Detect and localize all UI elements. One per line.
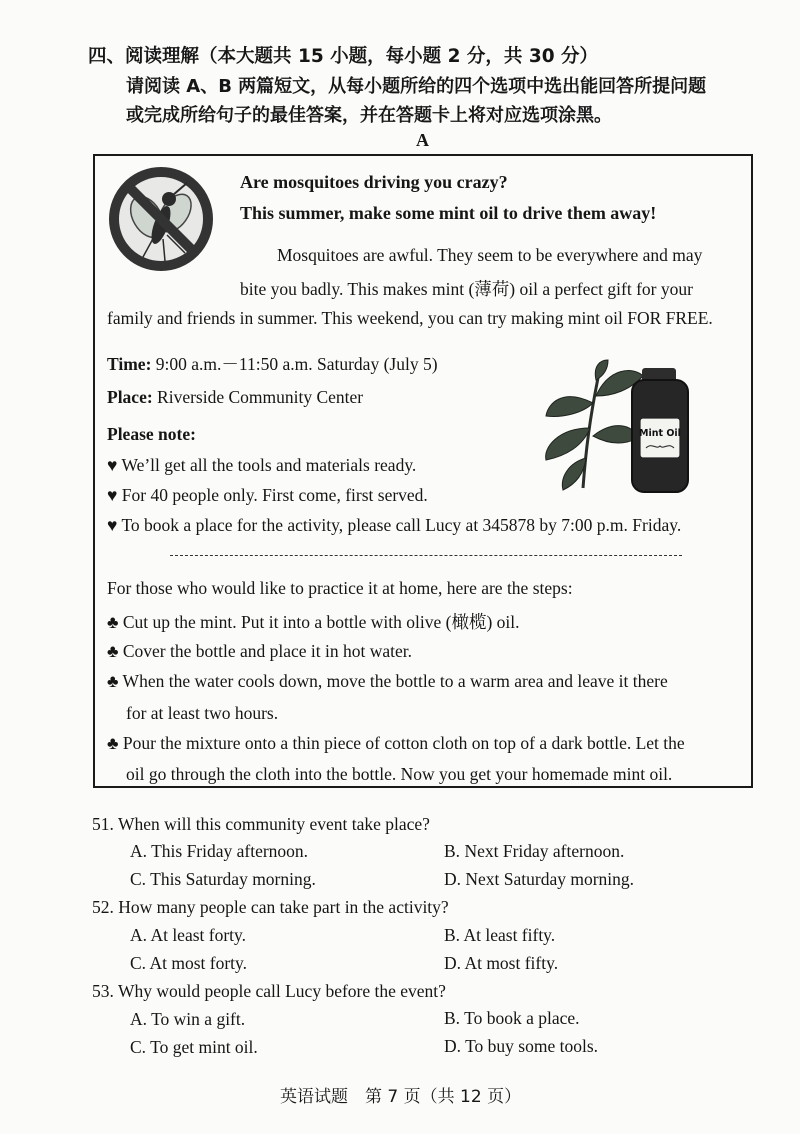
step-item — [107, 671, 668, 692]
club-icon: ♣ — [107, 641, 119, 661]
intro-line-3: family and friends in summer. This weekend, you can try making mint oil FOR FREE. — [107, 308, 713, 328]
question-52 — [92, 897, 449, 918]
heart-icon: ♥ — [107, 485, 118, 505]
time-row — [107, 351, 438, 376]
club-icon: ♣ — [107, 671, 119, 691]
note-text: We’ll get all the tools and materials ready. — [121, 455, 417, 475]
step-text: Pour the mixture onto a thin piece of cotton cloth on top of a dark bottle. Let the — [122, 733, 685, 753]
question-number: 51. — [92, 814, 114, 834]
step-item — [107, 609, 520, 634]
note-item — [107, 515, 681, 536]
step-continuation: oil go through the cloth into the bottle. Now you get your homemade mint oil. — [126, 764, 673, 784]
option-b[interactable]: B. Next Friday afternoon. — [444, 841, 625, 861]
heart-icon: ♥ — [107, 515, 118, 535]
step-item — [107, 641, 412, 662]
step-text: When the water cools down, move the bottle to a warm area and leave it there — [122, 671, 668, 691]
question-51 — [92, 814, 430, 835]
intro-line-1: Mosquitoes are awful. They seem to be everywhere and may — [277, 245, 703, 265]
option-d[interactable]: D. Next Saturday morning. — [444, 869, 635, 889]
note-item — [107, 455, 416, 476]
note-label: Please note: — [107, 424, 196, 444]
option-a[interactable]: A. This Friday afternoon. — [130, 841, 309, 861]
passage-label: A — [416, 130, 429, 150]
step-continuation: for at least two hours. — [126, 703, 279, 723]
question-number: 52. — [92, 897, 114, 917]
club-icon: ♣ — [107, 733, 119, 753]
option-d[interactable]: D. To buy some tools. — [444, 1036, 599, 1056]
heart-icon: ♥ — [107, 455, 118, 475]
place-value: Riverside Community Center — [157, 387, 364, 407]
dashed-divider — [170, 555, 682, 556]
club-icon: ♣ — [107, 612, 119, 632]
option-d[interactable]: D. At most fifty. — [444, 953, 559, 973]
question-53 — [92, 981, 446, 1002]
page-footer: 英语试题 第 7 页（共 12 页） — [280, 1087, 522, 1107]
place-row — [107, 387, 363, 408]
no-mosquito-icon — [107, 165, 215, 273]
instruction-line-1: 请阅读 A、B 两篇短文，从每小题所给的四个选项中选出能回答所提问题 — [126, 76, 707, 97]
time-label: Time: — [107, 354, 152, 374]
place-label: Place: — [107, 387, 153, 407]
option-c[interactable]: C. At most forty. — [130, 953, 248, 973]
step-item — [107, 733, 685, 754]
note-item — [107, 485, 428, 506]
instruction-line-2: 或完成所给句子的最佳答案，并在答题卡上将对应选项涂黑。 — [126, 105, 612, 126]
intro-line-2: bite you badly. This makes mint (薄荷) oil a perfect gift for your — [240, 279, 693, 299]
question-text: Why would people call Lucy before the event? — [117, 981, 446, 1001]
question-text: How many people can take part in the activity? — [118, 897, 449, 917]
step-text: Cut up the mint. Put it into a bottle with olive (橄榄) oil. — [122, 612, 520, 632]
option-a[interactable]: A. To win a gift. — [130, 1009, 246, 1029]
option-b[interactable]: B. At least fifty. — [444, 925, 556, 945]
option-a[interactable]: A. At least forty. — [130, 925, 247, 945]
ad-headline-1: Are mosquitoes driving you crazy? — [240, 172, 508, 192]
question-text: When will this community event take place? — [117, 814, 430, 834]
note-text: To book a place for the activity, please call Lucy at 345878 by 7:00 p.m. Friday. — [121, 515, 682, 535]
time-value: 9:00 a.m.－11:50 a.m. Saturday (July 5) — [155, 354, 438, 374]
step-text: Cover the bottle and place it in hot water. — [122, 641, 413, 661]
question-number: 53. — [92, 981, 114, 1001]
section-title: 四、阅读理解（本大题共 15 小题，每小题 2 分，共 30 分） — [88, 46, 599, 67]
steps-intro: For those who would like to practice it at home, here are the steps: — [107, 578, 573, 598]
note-text: For 40 people only. First come, first served. — [121, 485, 428, 505]
mint-plant-icon — [538, 358, 698, 498]
option-c[interactable]: C. This Saturday morning. — [130, 869, 316, 889]
option-c[interactable]: C. To get mint oil. — [130, 1037, 258, 1057]
jar-label: Mint Oil — [639, 428, 681, 439]
option-b[interactable]: B. To book a place. — [444, 1008, 580, 1028]
ad-headline-2: This summer, make some mint oil to drive them away! — [240, 203, 657, 223]
